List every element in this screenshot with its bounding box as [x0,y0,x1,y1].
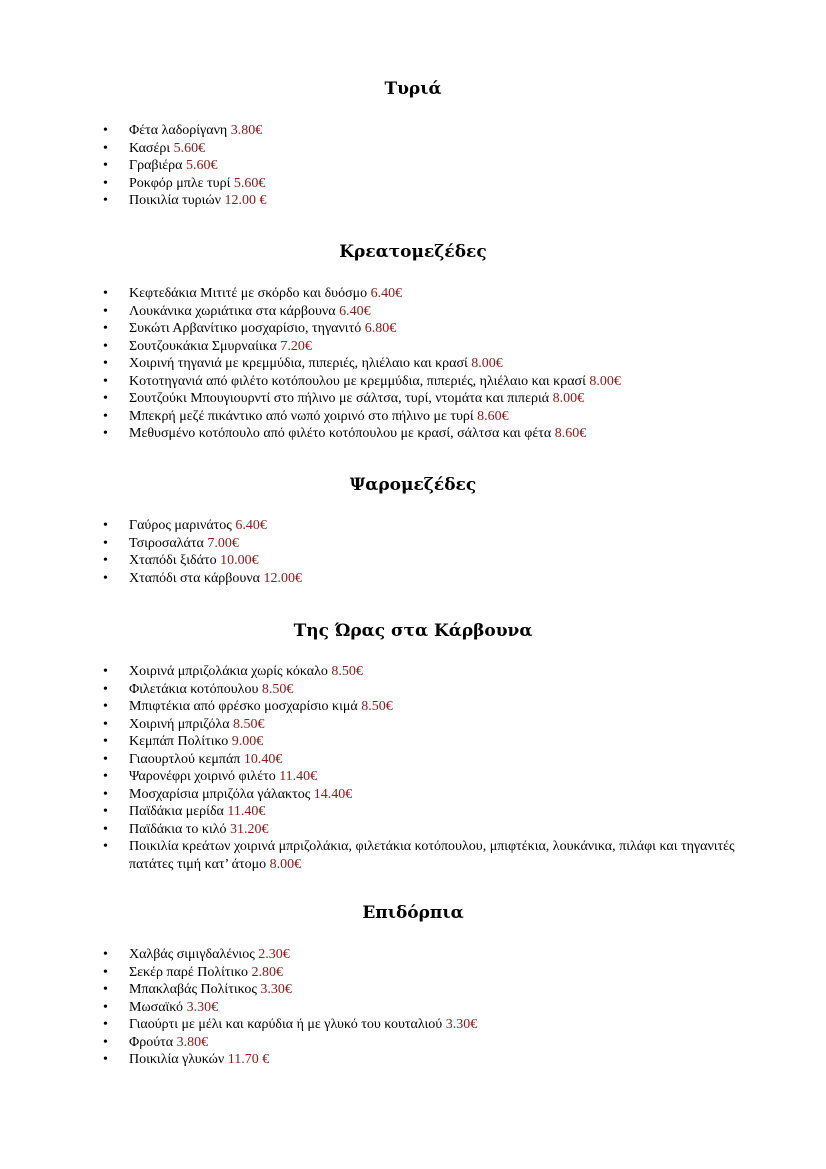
item-price: 8.00€ [589,373,621,389]
fish-meze-list [100,517,750,587]
item-name: Συκώτι Αρβανίτικο μοσχαρίσιο, τηγανιτό [129,321,362,336]
item-name: Παϊδάκια το κιλό [129,821,227,837]
item-price: 9.00€ [231,734,264,749]
bullet-icon: • [103,786,108,802]
list-item [100,338,750,356]
list-item [100,733,750,751]
grill-list [100,663,750,873]
item-price: 8.50€ [361,699,393,714]
bullet-icon: • [103,1017,108,1032]
list-item [100,803,750,821]
item-price: 11.40€ [227,804,266,819]
item-name: Κοτοτηγανιά από φιλέτο κοτόπουλου με κρεμμύδια, πιπεριές, ηλιέλαιο και κρασί [129,373,586,389]
item-price: 11.70 € [227,1052,270,1067]
item-price: 8.50€ [261,681,294,697]
item-name: Χοιρινά μπριζολάκια χωρίς κόκαλο [129,664,328,679]
item-name: Σεκέρ παρέ Πολίτικο [129,964,249,980]
bullet-icon: • [103,716,108,732]
list-item [100,1051,750,1069]
bullet-icon: • [103,158,108,173]
list-item [100,768,750,786]
item-price: 7.20€ [280,338,312,354]
bullet-icon: • [103,769,108,784]
list-item [100,570,750,588]
item-name: Χοιρινή μπριζόλα [129,716,230,732]
item-price: 12.00 € [224,193,267,208]
bullet-icon: • [103,699,108,714]
item-name: Ποικιλία κρεάτων χοιρινά μπριζολάκια, φιλετάκια κοτόπουλου, μπιφτέκια, λουκάνικα, πιλάφι και τηγανιτές πατάτες τιμή κατ’ άτομο [129,839,735,872]
bullet-icon: • [103,391,108,406]
list-item [100,1016,750,1034]
list-item [100,751,750,769]
list-item [100,175,750,193]
item-name: Φιλετάκια κοτόπουλου [129,681,259,697]
item-name: Χοιρινή τηγανιά με κρεμμύδια, πιπεριές, ηλιέλαιο και κρασί [129,356,468,371]
item-name: Μωσαϊκό [129,999,184,1015]
item-price: 5.60€ [233,175,266,191]
item-name: Παϊδάκια μερίδα [129,804,224,819]
item-name: Γραβιέρα [129,158,183,173]
bullet-icon: • [103,1052,108,1067]
item-name: Γιαουρτλού κεμπάπ [129,751,241,767]
list-item [100,552,750,570]
item-price: 11.40€ [279,769,318,784]
item-price: 8.50€ [233,716,265,732]
item-price: 6.40€ [235,518,267,533]
item-name: Χταπόδι ξιδάτο [129,553,217,568]
item-price: 3.30€ [445,1017,478,1032]
bullet-icon: • [103,821,108,837]
list-item [100,838,750,873]
item-price: 14.40€ [313,786,353,802]
section-title-cheeses: Τυριά [384,79,442,99]
list-item [100,964,750,982]
list-item [100,535,750,553]
item-name: Μπακλαβάς Πολίτικος [129,982,257,997]
list-item [100,999,750,1017]
item-price: 12.00€ [263,570,302,586]
bullet-icon: • [103,664,108,679]
item-price: 8.00€ [471,356,503,371]
item-name: Σουτζούκι Μπουγιουρντί στο πήλινο με σάλτσα, τυρί, ντομάτα και πιπεριά [129,391,550,406]
item-name: Τσιροσαλάτα [129,535,204,551]
list-item [100,157,750,175]
list-item [100,698,750,716]
bullet-icon: • [103,321,108,336]
item-price: 5.60€ [186,158,218,173]
list-item [100,408,750,426]
list-item [100,981,750,999]
bullet-icon: • [103,338,108,354]
bullet-icon: • [103,175,108,191]
bullet-icon: • [103,518,108,533]
list-item [100,681,750,699]
item-name: Ποικιλία τυριών [129,193,221,208]
bullet-icon: • [103,373,108,389]
list-item [100,663,750,681]
bullet-icon: • [103,553,108,568]
bullet-icon: • [103,193,108,208]
item-name: Μεθυσμένο κοτόπουλο από φιλέτο κοτόπουλου με κρασί, σάλτσα και φέτα [129,426,552,441]
item-price: 3.30€ [186,999,219,1015]
list-item [100,140,750,158]
item-name: Κεμπάπ Πολίτικο [129,734,229,749]
bullet-icon: • [103,1034,108,1050]
bullet-icon: • [103,982,108,997]
item-name: Μοσχαρίσια μπριζόλα γάλακτος [129,786,311,802]
bullet-icon: • [103,123,108,138]
item-price: 8.00€ [552,391,585,406]
item-name: Γιαούρτι με μέλι και καρύδια ή με γλυκό του κουταλιού [129,1017,443,1032]
item-name: Λουκάνικα χωριάτικα στα κάρβουνα [129,303,336,319]
item-price: 10.40€ [243,751,283,767]
bullet-icon: • [103,999,108,1015]
list-item [100,716,750,734]
bullet-icon: • [103,303,108,319]
list-item [100,517,750,535]
item-name: Φέτα λαδορίγανη [129,123,228,138]
bullet-icon: • [103,140,108,156]
item-price: 8.50€ [331,664,363,679]
item-name: Ποικιλία γλυκών [129,1052,225,1067]
list-item [100,821,750,839]
item-name: Ροκφόρ μπλε τυρί [129,175,231,191]
list-item [100,1034,750,1052]
bullet-icon: • [103,804,108,819]
cheeses-list [100,122,750,210]
list-item [100,320,750,338]
item-price: 6.40€ [339,303,371,319]
item-price: 2.30€ [258,947,290,962]
item-name: Μπιφτέκια από φρέσκο μοσχαρίσιο κιμά [129,699,358,714]
section-title-meat-meze: Κρεατομεζέδες [339,242,487,262]
bullet-icon: • [103,535,108,551]
bullet-icon: • [103,964,108,980]
item-price: 8.60€ [554,426,587,441]
bullet-icon: • [103,734,108,749]
item-price: 3.80€ [230,123,263,138]
list-item [100,303,750,321]
item-price: 6.80€ [364,321,397,336]
bullet-icon: • [103,751,108,767]
item-price: 8.60€ [477,408,509,424]
item-name: Φρούτα [129,1034,174,1050]
bullet-icon: • [103,286,108,301]
list-item [100,786,750,804]
item-name: Χταπόδι στα κάρβουνα [129,570,260,586]
item-price: 3.30€ [260,982,292,997]
item-name: Κασέρι [129,140,171,156]
item-price: 3.80€ [176,1034,209,1050]
bullet-icon: • [103,426,108,441]
item-name: Σουτζουκάκια Σμυρναίικα [129,338,277,354]
list-item [100,192,750,210]
list-item [100,122,750,140]
item-name: Ψαρονέφρι χοιρινό φιλέτο [129,769,276,784]
bullet-icon: • [103,681,108,697]
meat-meze-list [100,285,750,443]
list-item [100,373,750,391]
section-title-fish-meze: Ψαρομεζέδες [349,475,477,495]
item-price: 8.00€ [269,856,302,872]
item-price: 31.20€ [230,821,269,837]
item-price: 7.00€ [207,535,239,551]
item-price: 2.80€ [251,964,284,980]
list-item [100,946,750,964]
list-item [100,390,750,408]
item-name: Χαλβάς σιμιγδαλένιος [129,947,255,962]
section-title-desserts: Επιδόρπια [362,903,464,923]
list-item [100,425,750,443]
list-item [100,355,750,373]
item-name: Μπεκρή μεζέ πικάντικο από νωπό χοιρινό στο πήλινο με τυρί [129,408,474,424]
bullet-icon: • [103,947,108,962]
item-name: Γαύρος μαρινάτος [129,518,232,533]
bullet-icon: • [103,839,108,854]
section-title-grill: Της Ώρας στα Κάρβουνα [293,621,533,641]
bullet-icon: • [103,570,108,586]
item-price: 6.40€ [370,286,403,301]
desserts-list [100,946,750,1069]
bullet-icon: • [103,408,108,424]
item-price: 5.60€ [173,140,206,156]
item-name: Κεφτεδάκια Μιτιτέ με σκόρδο και δυόσμο [129,286,368,301]
item-price: 10.00€ [220,553,259,568]
list-item [100,285,750,303]
bullet-icon: • [103,356,108,371]
